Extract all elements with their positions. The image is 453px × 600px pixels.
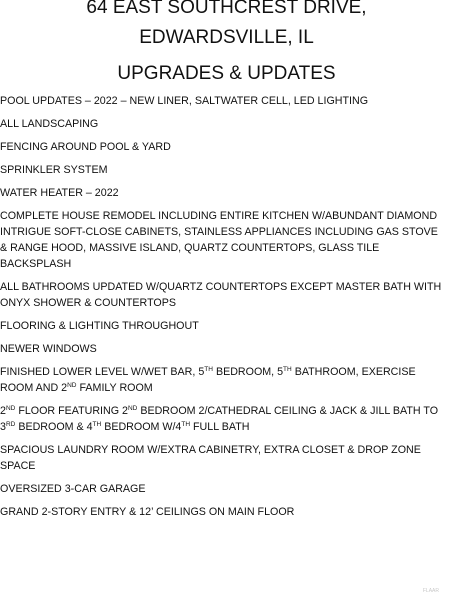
item-text: BEDROOM & 4 [15, 421, 93, 433]
ordinal-suffix: ND [127, 405, 138, 412]
upgrade-item: OVERSIZED 3-CAR GARAGE [0, 483, 146, 495]
address-line-1: 64 EAST SOUTHCREST DRIVE, [86, 0, 367, 18]
upgrade-item: ALL BATHROOMS UPDATED W/QUARTZ COUNTERTOPS EXCEPT MASTER BATH WITH ONYX SHOWER & COUNTERTOPS [0, 281, 442, 309]
upgrade-item: SPRINKLER SYSTEM [0, 164, 108, 176]
ordinal-suffix: ND [67, 382, 77, 389]
ordinal-suffix: TH [204, 366, 213, 373]
item-text: FULL BATH [190, 421, 250, 433]
upgrade-item: POOL UPDATES – 2022 – NEW LINER, SALTWATER CELL, LED LIGHTING [0, 95, 369, 107]
item-text: FINISHED LOWER LEVEL W/WET BAR, 5 [0, 366, 205, 378]
ordinal-suffix: ND [5, 405, 16, 412]
item-text: BEDROOM 2/CATHEDRAL CEILING & JACK & JILL BATH TO 3 [0, 405, 439, 433]
upgrade-item: FENCING AROUND POOL & YARD [0, 141, 171, 153]
document-title: UPGRADES & UPDATES [117, 63, 336, 84]
ordinal-suffix: RD [5, 421, 16, 428]
upgrade-item: COMPLETE HOUSE REMODEL INCLUDING ENTIRE KITCHEN W/ABUNDANT DIAMOND INTRIGUE SOFT-CLOSE CABINETS, STAINLESS APPLIANCES INCLUDING GAS STOVE & RANGE HOOD, MASSIVE ISLAND, QUARTZ COUNTERTOPS, GLASS TILE BACKSPLASH [0, 210, 438, 270]
ordinal-suffix: TH [92, 421, 102, 428]
watermark: FLAAR [422, 588, 439, 594]
upgrade-item: SPACIOUS LAUNDRY ROOM W/EXTRA CABINETRY, EXTRA CLOSET & DROP ZONE SPACE [0, 444, 421, 472]
item-text: FLOOR FEATURING 2 [15, 405, 128, 417]
ordinal-suffix: TH [283, 366, 292, 373]
item-text: FAMILY ROOM [76, 382, 153, 394]
item-text: 2 [0, 405, 6, 417]
upgrade-item: NEWER WINDOWS [0, 343, 97, 355]
upgrade-item [0, 403, 445, 435]
upgrade-item: GRAND 2-STORY ENTRY & 12’ CEILINGS ON MAIN FLOOR [0, 506, 295, 518]
ordinal-suffix: TH [181, 421, 191, 428]
item-text: BEDROOM, 5 [212, 366, 284, 378]
item-text: BEDROOM W/4 [101, 421, 182, 433]
upgrade-item: WATER HEATER – 2022 [0, 187, 119, 199]
item-text: BATHROOM, EXERCISE ROOM AND 2 [0, 366, 416, 394]
upgrade-item [0, 364, 445, 396]
address-line-2: EDWARDSVILLE, IL [139, 27, 314, 48]
upgrade-item: FLOORING & LIGHTING THROUGHOUT [0, 320, 199, 332]
upgrade-item: ALL LANDSCAPING [0, 118, 99, 130]
upgrades-list [0, 93, 445, 527]
